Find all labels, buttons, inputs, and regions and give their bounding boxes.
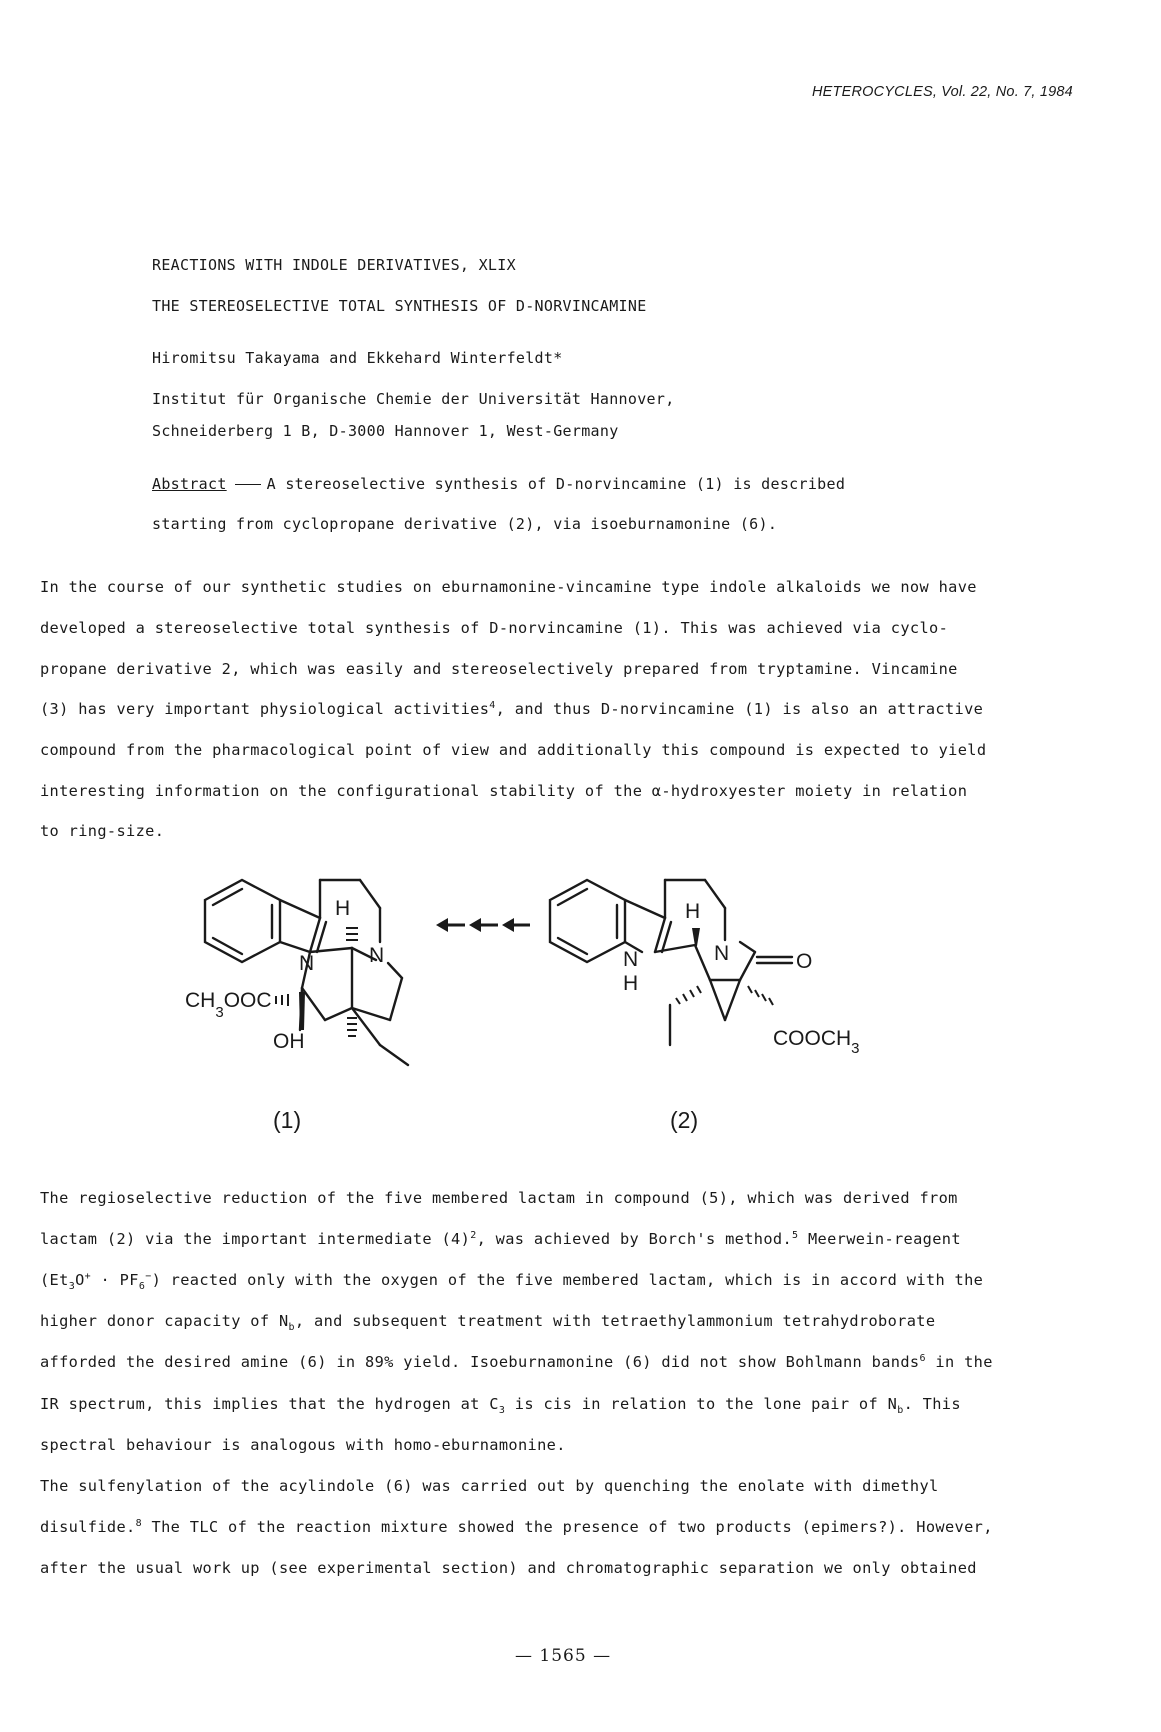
superscript: − bbox=[145, 1270, 152, 1282]
main-text: Meerwein-reagent bbox=[798, 1230, 961, 1248]
subscript: b bbox=[897, 1405, 904, 1417]
structures-svg bbox=[180, 870, 1080, 1170]
chem-group: $CH_3OOC$ bbox=[185, 989, 272, 1021]
authors: Hiromitsu Takayama and Ekkehard Winterfeldt* bbox=[152, 349, 563, 367]
main-line: after the usual work up (see experimental section) and chromatographic separation we only obtained bbox=[40, 1559, 977, 1577]
main-text: (Et bbox=[40, 1271, 69, 1289]
subscript: 3 bbox=[68, 1281, 76, 1293]
intro-line bbox=[40, 700, 983, 718]
reference-superscript: 8 bbox=[135, 1517, 142, 1529]
journal-header: HETEROCYCLES, Vol. 22, No. 7, 1984 bbox=[812, 84, 1073, 100]
benzene-ring-left bbox=[205, 880, 280, 962]
main-text: lactam (2) via the important intermediate (4) bbox=[40, 1230, 471, 1248]
chem-atom: N bbox=[714, 942, 730, 965]
main-text: O bbox=[75, 1271, 85, 1289]
chem-atom: H bbox=[685, 900, 701, 923]
intro-text: , and thus D-norvincamine (1) is also an attractive bbox=[495, 700, 984, 718]
reference-superscript: 4 bbox=[489, 699, 496, 711]
main-text: IR spectrum, this implies that the hydrogen at C bbox=[40, 1395, 499, 1413]
abstract-label: Abstract bbox=[152, 475, 227, 493]
superscript: + bbox=[84, 1270, 91, 1282]
main-text: is cis in relation to the lone pair of N bbox=[505, 1395, 898, 1413]
main-line bbox=[40, 1395, 961, 1417]
reference-superscript: 5 bbox=[792, 1229, 799, 1241]
abstract-text-1: A stereoselective synthesis of D-norvincamine (1) is described bbox=[266, 475, 846, 493]
affiliation-line-2: Schneiderberg 1 B, D-3000 Hannover 1, West-Germany bbox=[152, 422, 619, 440]
chem-group: OH bbox=[273, 1030, 305, 1053]
scheme-figure bbox=[180, 870, 1080, 1174]
main-text: · PF bbox=[91, 1271, 139, 1289]
intro-line: propane derivative 2, which was easily and stereoselectively prepared from tryptamine. Vincamine bbox=[40, 660, 958, 678]
main-text: ) reacted only with the oxygen of the five membered lactam, which is in accord with the bbox=[151, 1271, 984, 1289]
chem-atom: O bbox=[796, 950, 813, 973]
intro-line: interesting information on the configurational stability of the α-hydroxyester moiety in relation bbox=[40, 782, 968, 800]
intro-line: developed a stereoselective total synthesis of D-norvincamine (1). This was achieved via cyclo- bbox=[40, 619, 949, 637]
main-text: afforded the desired amine (6) in 89% yield. Isoeburnamonine (6) did not show Bohlmann bands bbox=[40, 1353, 920, 1371]
abstract-line-1 bbox=[152, 475, 845, 493]
main-line bbox=[40, 1353, 993, 1371]
reference-superscript: 6 bbox=[919, 1352, 926, 1364]
chem-group: $COOCH_3$ bbox=[773, 1027, 860, 1057]
main-line bbox=[40, 1518, 993, 1536]
main-text: , was achieved by Borch's method. bbox=[476, 1230, 793, 1248]
main-line bbox=[40, 1270, 984, 1293]
main-text: , and subsequent treatment with tetraethylammonium tetrahydroborate bbox=[294, 1312, 936, 1330]
main-text: higher donor capacity of N bbox=[40, 1312, 289, 1330]
abstract-line-2: starting from cyclopropane derivative (2), via isoeburnamonine (6). bbox=[152, 515, 778, 533]
page-number: — 1565 — bbox=[515, 1646, 612, 1666]
main-text: in the bbox=[925, 1353, 993, 1371]
abstract-dash bbox=[235, 484, 261, 485]
compound-label-2: (2) bbox=[670, 1107, 699, 1133]
intro-line: In the course of our synthetic studies on eburnamonine-vincamine type indole alkaloids we now have bbox=[40, 578, 977, 596]
chem-atom: H bbox=[623, 972, 639, 995]
chem-atom: H bbox=[335, 897, 351, 920]
chem-atom: N bbox=[369, 944, 385, 967]
title-line-1: REACTIONS WITH INDOLE DERIVATIVES, XLIX bbox=[152, 256, 516, 274]
main-text: The TLC of the reaction mixture showed the presence of two products (epimers?). However, bbox=[141, 1518, 993, 1536]
subscript: b bbox=[288, 1322, 295, 1334]
main-line: The sulfenylation of the acylindole (6) was carried out by quenching the enolate with dimethyl bbox=[40, 1477, 939, 1495]
intro-text: (3) has very important physiological activities bbox=[40, 700, 490, 718]
affiliation-line-1: Institut für Organische Chemie der Universität Hannover, bbox=[152, 390, 675, 408]
main-text: . This bbox=[903, 1395, 961, 1413]
compound-label-1: (1) bbox=[273, 1107, 302, 1133]
main-text: disulfide. bbox=[40, 1518, 136, 1536]
subscript: 3 bbox=[498, 1405, 506, 1417]
subscript: 6 bbox=[138, 1281, 146, 1293]
intro-line: compound from the pharmacological point of view and additionally this compound is expected to yield bbox=[40, 741, 987, 759]
main-line: spectral behaviour is analogous with homo-eburnamonine. bbox=[40, 1436, 566, 1454]
title-line-2: THE STEREOSELECTIVE TOTAL SYNTHESIS OF D-NORVINCAMINE bbox=[152, 297, 647, 315]
main-line bbox=[40, 1312, 936, 1334]
benzene-ring-right bbox=[550, 880, 625, 962]
main-line: The regioselective reduction of the five membered lactam in compound (5), which was derived from bbox=[40, 1189, 958, 1207]
intro-line: to ring-size. bbox=[40, 822, 165, 840]
main-line bbox=[40, 1230, 961, 1248]
chem-atom: N bbox=[299, 952, 315, 975]
chem-atom: N bbox=[623, 948, 639, 971]
reference-superscript: 2 bbox=[470, 1229, 477, 1241]
